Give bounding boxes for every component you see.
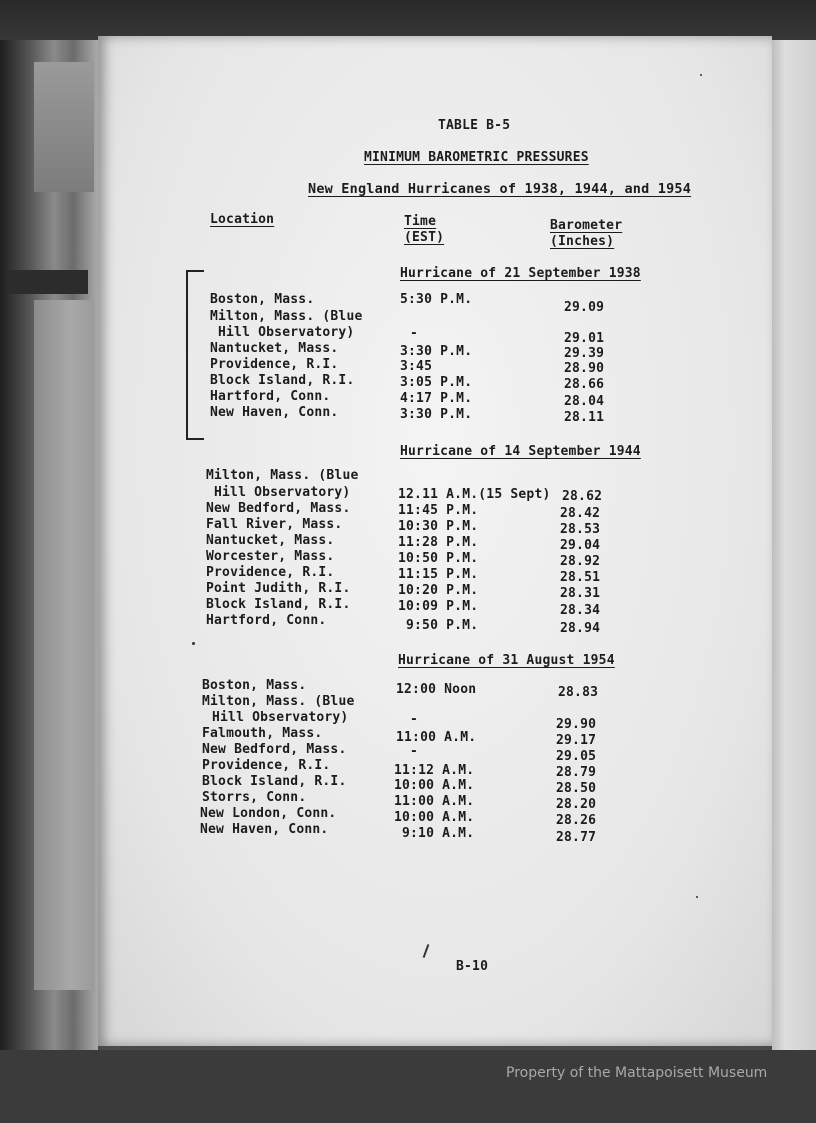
table-cell-time: 11:45 P.M.	[398, 503, 479, 518]
table-cell-barometer: 29.09	[564, 300, 605, 315]
table-cell-location: Falmouth, Mass.	[202, 726, 323, 741]
table-cell-location: Boston, Mass.	[210, 292, 315, 307]
section-heading-1938: Hurricane of 21 September 1938	[400, 266, 641, 281]
page-number: B-10	[456, 959, 489, 974]
table-cell-barometer: 28.42	[560, 506, 601, 521]
table-cell-time: 11:15 P.M.	[398, 567, 479, 582]
speck	[696, 896, 698, 898]
table-cell-barometer: 28.20	[556, 797, 597, 812]
binder-page-edges	[34, 300, 94, 990]
binder-notch	[8, 270, 88, 294]
table-cell-time: 3:30 P.M.	[400, 344, 473, 359]
table-cell-time: 11:00 A.M.	[396, 730, 477, 745]
table-cell-time: 3:30 P.M.	[400, 407, 473, 422]
table-cell-location: Block Island, R.I.	[206, 597, 351, 612]
table-cell-location: Fall River, Mass.	[206, 517, 343, 532]
table-cell-barometer: 28.04	[564, 394, 605, 409]
table-cell-time: 3:45	[400, 359, 433, 374]
section-heading-1944: Hurricane of 14 September 1944	[400, 444, 641, 459]
table-cell-location: Milton, Mass. (Blue	[206, 468, 359, 483]
next-page-edge	[772, 40, 816, 1050]
table-cell-location: Hartford, Conn.	[210, 389, 331, 404]
table-cell-barometer: 29.39	[564, 346, 605, 361]
table-cell-time: 11:28 P.M.	[398, 535, 479, 550]
table-cell-time: -	[410, 744, 419, 759]
table-cell-time: 11:00 A.M.	[394, 794, 475, 809]
table-cell-location: Hill Observatory)	[218, 325, 355, 340]
table-cell-time: 9:10 A.M.	[402, 826, 475, 841]
bottom-band	[0, 1050, 816, 1123]
watermark-text: Property of the Mattapoisett Museum	[506, 1065, 768, 1081]
table-cell-barometer: 29.05	[556, 749, 597, 764]
table-cell-time: 5:30 P.M.	[400, 292, 473, 307]
column-header-barometer-unit: (Inches)	[550, 234, 615, 249]
table-cell-location: Hartford, Conn.	[206, 613, 327, 628]
column-header-barometer: Barometer	[550, 218, 623, 233]
table-cell-location: New Haven, Conn.	[200, 822, 329, 837]
table-cell-barometer: 28.92	[560, 554, 601, 569]
table-cell-time: 10:00 A.M.	[394, 810, 475, 825]
table-cell-location: Boston, Mass.	[202, 678, 307, 693]
table-cell-time: 10:20 P.M.	[398, 583, 479, 598]
table-title: MINIMUM BAROMETRIC PRESSURES	[364, 150, 589, 165]
column-header-time-unit: (EST)	[404, 230, 445, 245]
table-cell-barometer: 28.50	[556, 781, 597, 796]
table-cell-time: 12.11 A.M.(15 Sept)	[398, 487, 551, 502]
table-cell-barometer: 28.34	[560, 603, 601, 618]
section-heading-1954: Hurricane of 31 August 1954	[398, 653, 615, 668]
table-cell-location: New Bedford, Mass.	[202, 742, 347, 757]
table-cell-location: Providence, R.I.	[202, 758, 331, 773]
table-cell-location: Nantucket, Mass.	[210, 341, 339, 356]
table-cell-barometer: 28.11	[564, 410, 605, 425]
table-cell-time: 11:12 A.M.	[394, 763, 475, 778]
table-label: TABLE B-5	[438, 118, 511, 133]
table-cell-barometer: 28.26	[556, 813, 597, 828]
table-cell-location: Point Judith, R.I.	[206, 581, 351, 596]
table-cell-location: Storrs, Conn.	[202, 790, 307, 805]
table-cell-barometer: 28.62	[562, 489, 603, 504]
table-subtitle: New England Hurricanes of 1938, 1944, and 1954	[308, 181, 692, 197]
table-cell-time: 10:09 P.M.	[398, 599, 479, 614]
table-cell-location: Nantucket, Mass.	[206, 533, 335, 548]
section-bracket	[186, 270, 204, 440]
table-cell-barometer: 29.90	[556, 717, 597, 732]
table-cell-time: -	[410, 326, 419, 341]
table-cell-time: 10:50 P.M.	[398, 551, 479, 566]
table-cell-barometer: 28.90	[564, 361, 605, 376]
table-cell-location: New London, Conn.	[200, 806, 337, 821]
column-header-time: Time	[404, 214, 437, 229]
table-cell-location: Block Island, R.I.	[210, 373, 355, 388]
table-cell-location: New Haven, Conn.	[210, 405, 339, 420]
table-cell-location: Milton, Mass. (Blue	[210, 309, 363, 324]
table-cell-time: 4:17 P.M.	[400, 391, 473, 406]
table-cell-barometer: 28.79	[556, 765, 597, 780]
table-cell-location: New Bedford, Mass.	[206, 501, 351, 516]
table-cell-time: 3:05 P.M.	[400, 375, 473, 390]
table-cell-barometer: 28.31	[560, 586, 601, 601]
column-header-location: Location	[210, 212, 275, 227]
table-cell-time: -	[410, 712, 419, 727]
table-cell-time: 12:00 Noon	[396, 682, 477, 697]
speck	[192, 642, 195, 645]
table-cell-barometer: 29.17	[556, 733, 597, 748]
table-cell-time: 10:00 A.M.	[394, 778, 475, 793]
table-cell-barometer: 28.66	[564, 377, 605, 392]
table-cell-barometer: 28.94	[560, 621, 601, 636]
table-cell-barometer: 28.83	[558, 685, 599, 700]
table-cell-location: Hill Observatory)	[214, 485, 351, 500]
table-cell-time: 9:50 P.M.	[406, 618, 479, 633]
table-cell-barometer: 28.51	[560, 570, 601, 585]
table-cell-barometer: 29.01	[564, 331, 605, 346]
table-cell-barometer: 29.04	[560, 538, 601, 553]
table-cell-location: Providence, R.I.	[206, 565, 335, 580]
table-cell-time: 10:30 P.M.	[398, 519, 479, 534]
table-cell-barometer: 28.53	[560, 522, 601, 537]
table-cell-location: Milton, Mass. (Blue	[202, 694, 355, 709]
speck	[700, 74, 702, 76]
table-cell-location: Providence, R.I.	[210, 357, 339, 372]
table-cell-location: Worcester, Mass.	[206, 549, 335, 564]
table-cell-location: Block Island, R.I.	[202, 774, 347, 789]
binder-spine-band	[34, 62, 94, 192]
table-cell-barometer: 28.77	[556, 830, 597, 845]
table-cell-location: Hill Observatory)	[212, 710, 349, 725]
